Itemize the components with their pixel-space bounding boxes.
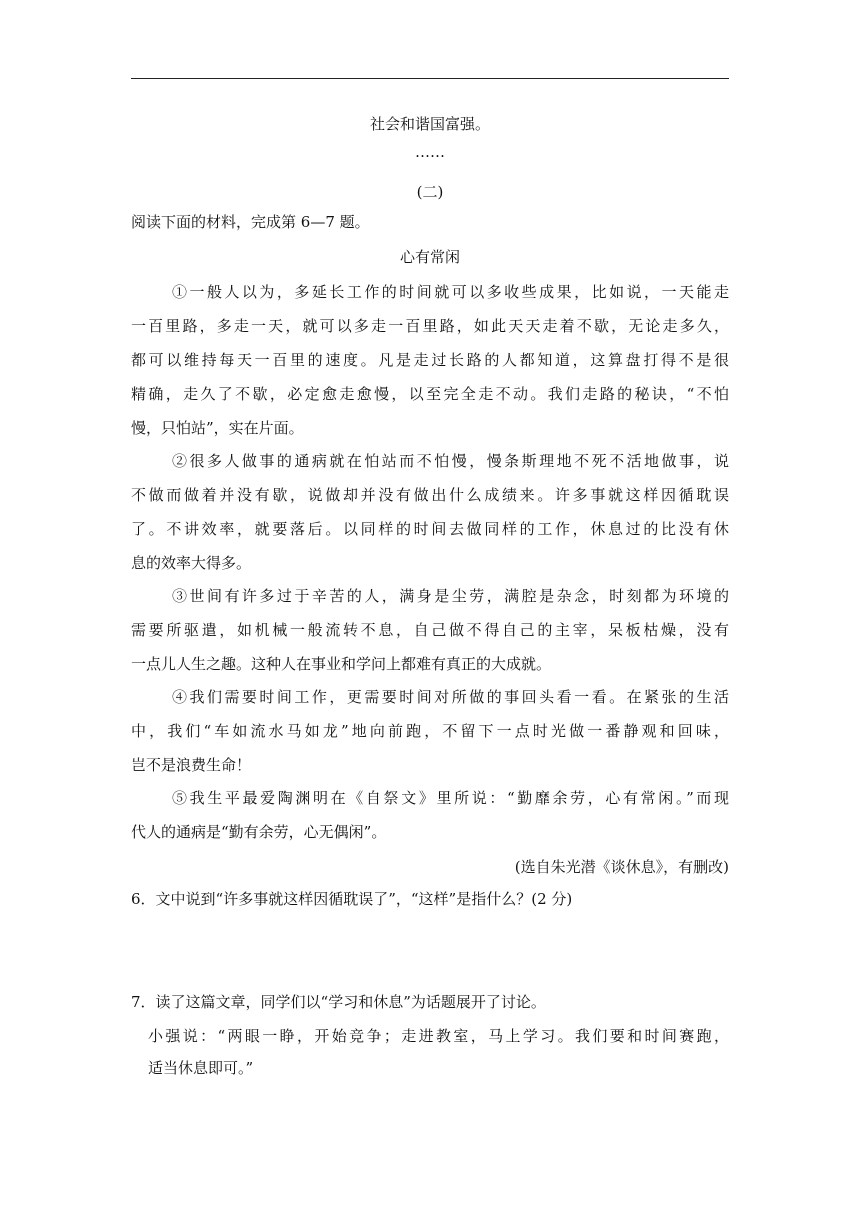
article-line: ①一般人以为，多延长工作的时间就可以多收些成果，比如说，一天能走 bbox=[172, 283, 729, 301]
article-line: 不做而做着并没有歇，说做却并没有做出什么成绩来。许多事就这样因循耽误 bbox=[131, 486, 729, 504]
article-line: 了。不讲效率，就要落后。以同样的时间去做同样的工作，休息过的比没有休 bbox=[131, 520, 729, 538]
article-line: ②很多人做事的通病就在怕站而不怕慢，慢条斯理地不死不活地做事，说 bbox=[172, 452, 729, 470]
article-line: 代人的通病是“勤有余劳，心无偶闲”。 bbox=[131, 823, 387, 841]
question-6: 6．文中说到“许多事就这样因循耽误了”，“这样”是指什么？(2 分) bbox=[131, 890, 573, 908]
article-line: 精确，走久了不歇，必定愈走愈慢，以至完全走不动。我们走路的秘诀，“不怕 bbox=[131, 385, 729, 403]
article-line: 岂不是浪费生命！ bbox=[131, 756, 252, 774]
question-7-quote: 适当休息即可。” bbox=[148, 1059, 254, 1077]
ellipsis: …… bbox=[415, 143, 445, 161]
article-line: 息的效率大得多。 bbox=[131, 554, 252, 572]
poem-last-line: 社会和谐国富强。 bbox=[369, 115, 490, 133]
instruction: 阅读下面的材料，完成第 6—7 题。 bbox=[131, 213, 370, 231]
question-7-quote: 小强说：“两眼一睁，开始竞争；走进教室，马上学习。我们要和时间赛跑， bbox=[148, 1027, 729, 1045]
section-label: (二) bbox=[416, 183, 444, 201]
article-line: 一百里路，多走一天，就可以多走一百里路，如此天天走着不歇，无论走多久， bbox=[131, 317, 729, 335]
article-line: ⑤我生平最爱陶渊明在《自祭文》里所说：“勤靡余劳，心有常闲。”而现 bbox=[172, 789, 729, 807]
article-line: 一点儿人生之趣。这种人在事业和学问上都难有真正的大成就。 bbox=[131, 655, 552, 673]
article-line: 需要所驱遣，如机械一般流转不息，自己做不得自己的主宰，呆板枯燥，没有 bbox=[131, 621, 729, 639]
article-line: 中，我们“车如流水马如龙”地向前跑，不留下一点时光做一番静观和回味， bbox=[131, 722, 729, 740]
article-line: ④我们需要时间工作，更需要时间对所做的事回头看一看。在紧张的生活 bbox=[172, 688, 729, 706]
question-7: 7．读了这篇文章，同学们以“学习和休息”为话题展开了讨论。 bbox=[131, 993, 546, 1011]
header-rule bbox=[131, 78, 729, 79]
article-source: (选自朱光潜《谈休息》，有删改) bbox=[514, 858, 729, 876]
article-line: ③世间有许多过于辛苦的人，满身是尘劳，满腔是杂念，时刻都为环境的 bbox=[172, 587, 729, 605]
article-title: 心有常闲 bbox=[399, 248, 460, 266]
article-line: 慢，只怕站”，实在片面。 bbox=[131, 419, 304, 437]
article-line: 都可以维持每天一百里的速度。凡是走过长路的人都知道，这算盘打得不是很 bbox=[131, 351, 729, 369]
